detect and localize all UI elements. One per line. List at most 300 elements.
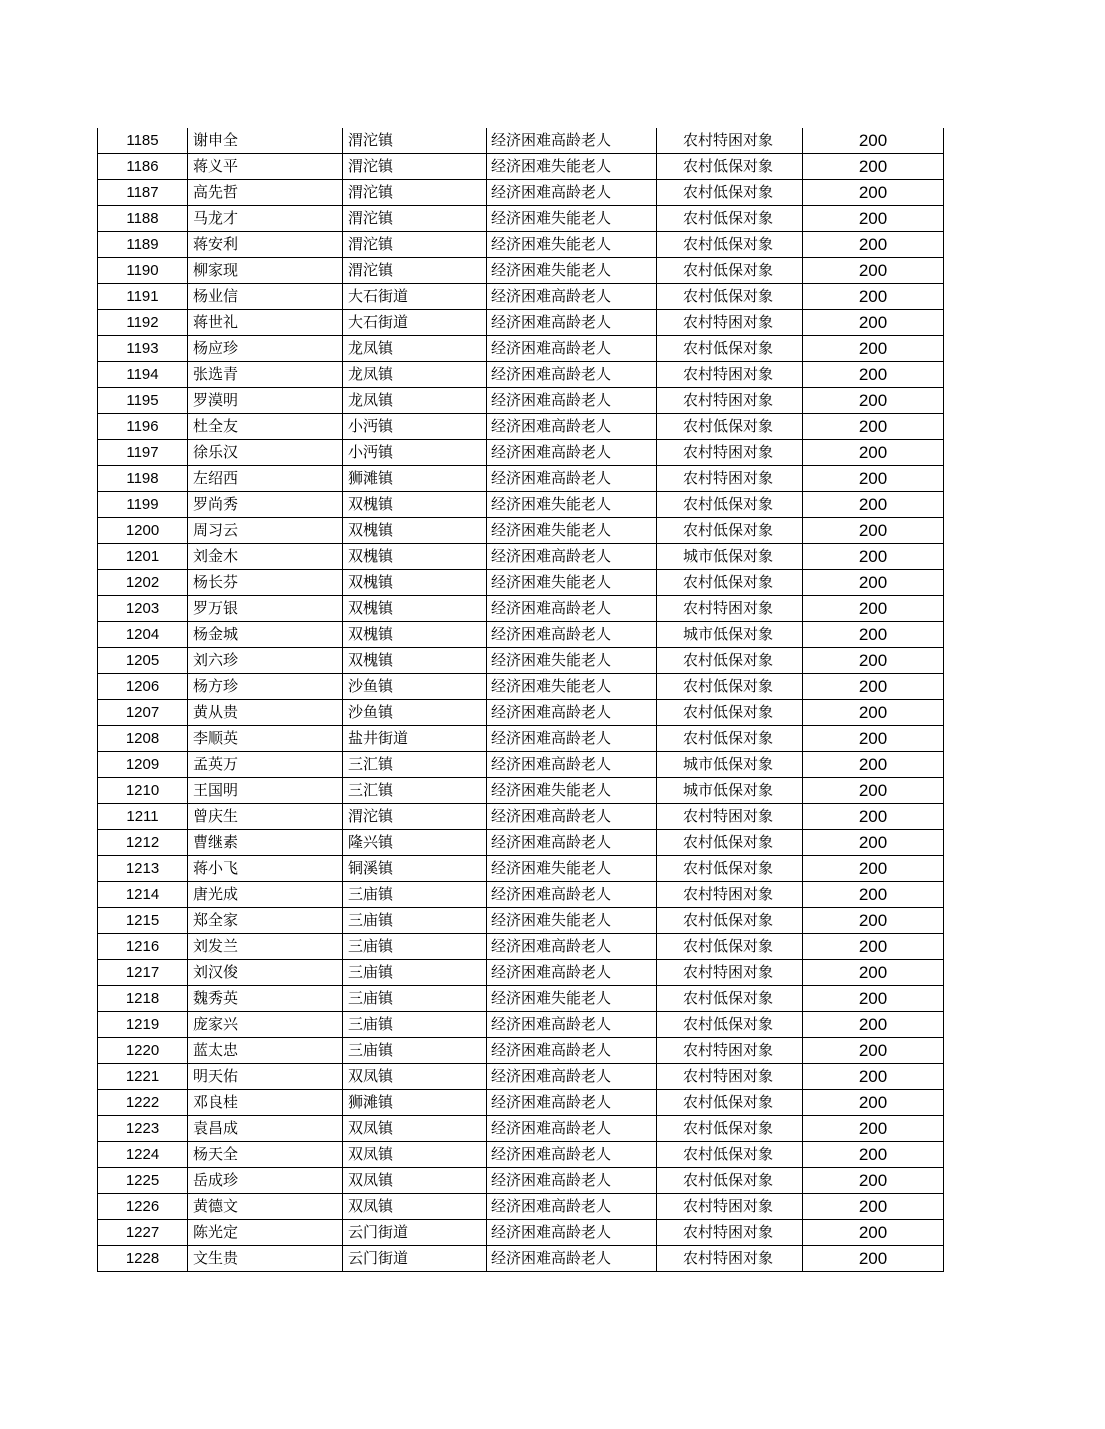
row-number-cell: 1208 xyxy=(98,726,188,752)
table-row xyxy=(98,648,944,674)
table-row xyxy=(98,1246,944,1272)
row-number-cell: 1215 xyxy=(98,908,188,934)
town-cell: 双槐镇 xyxy=(343,492,487,518)
name-cell: 柳家现 xyxy=(188,258,343,284)
amount-cell: 200 xyxy=(803,856,944,882)
elder-type-cell: 经济困难失能老人 xyxy=(487,908,657,934)
elder-type-cell: 经济困难高龄老人 xyxy=(487,622,657,648)
elder-type-cell: 经济困难高龄老人 xyxy=(487,284,657,310)
town-cell: 双槐镇 xyxy=(343,518,487,544)
row-number-cell: 1222 xyxy=(98,1090,188,1116)
row-number-cell: 1211 xyxy=(98,804,188,830)
assistance-category-cell: 城市低保对象 xyxy=(657,778,803,804)
row-number-cell: 1219 xyxy=(98,1012,188,1038)
name-cell: 蒋安利 xyxy=(188,232,343,258)
name-cell: 刘金木 xyxy=(188,544,343,570)
elder-type-cell: 经济困难高龄老人 xyxy=(487,544,657,570)
assistance-category-cell: 农村低保对象 xyxy=(657,830,803,856)
town-cell: 双凤镇 xyxy=(343,1116,487,1142)
town-cell: 渭沱镇 xyxy=(343,154,487,180)
amount-cell: 200 xyxy=(803,934,944,960)
assistance-category-cell: 农村低保对象 xyxy=(657,908,803,934)
assistance-category-cell: 农村低保对象 xyxy=(657,856,803,882)
amount-cell: 200 xyxy=(803,882,944,908)
row-number-cell: 1228 xyxy=(98,1246,188,1272)
elder-type-cell: 经济困难高龄老人 xyxy=(487,882,657,908)
amount-cell: 200 xyxy=(803,128,944,154)
assistance-category-cell: 农村特困对象 xyxy=(657,960,803,986)
row-number-cell: 1227 xyxy=(98,1220,188,1246)
assistance-category-cell: 农村特困对象 xyxy=(657,804,803,830)
table-row xyxy=(98,440,944,466)
elder-type-cell: 经济困难高龄老人 xyxy=(487,934,657,960)
row-number-cell: 1212 xyxy=(98,830,188,856)
elder-type-cell: 经济困难高龄老人 xyxy=(487,336,657,362)
assistance-category-cell: 农村低保对象 xyxy=(657,1116,803,1142)
name-cell: 周习云 xyxy=(188,518,343,544)
table-row xyxy=(98,232,944,258)
name-cell: 刘发兰 xyxy=(188,934,343,960)
town-cell: 双槐镇 xyxy=(343,544,487,570)
town-cell: 沙鱼镇 xyxy=(343,674,487,700)
town-cell: 双槐镇 xyxy=(343,596,487,622)
row-number-cell: 1191 xyxy=(98,284,188,310)
table-row xyxy=(98,206,944,232)
town-cell: 三庙镇 xyxy=(343,1038,487,1064)
name-cell: 张选青 xyxy=(188,362,343,388)
table-row xyxy=(98,934,944,960)
name-cell: 杨应珍 xyxy=(188,336,343,362)
name-cell: 杨天全 xyxy=(188,1142,343,1168)
town-cell: 云门街道 xyxy=(343,1246,487,1272)
name-cell: 马龙才 xyxy=(188,206,343,232)
row-number-cell: 1214 xyxy=(98,882,188,908)
amount-cell: 200 xyxy=(803,752,944,778)
elder-type-cell: 经济困难高龄老人 xyxy=(487,830,657,856)
assistance-category-cell: 农村低保对象 xyxy=(657,1090,803,1116)
name-cell: 罗万银 xyxy=(188,596,343,622)
elder-type-cell: 经济困难高龄老人 xyxy=(487,726,657,752)
row-number-cell: 1202 xyxy=(98,570,188,596)
amount-cell: 200 xyxy=(803,414,944,440)
row-number-cell: 1221 xyxy=(98,1064,188,1090)
name-cell: 岳成珍 xyxy=(188,1168,343,1194)
town-cell: 双槐镇 xyxy=(343,622,487,648)
table-row xyxy=(98,1064,944,1090)
table-row xyxy=(98,128,944,154)
row-number-cell: 1206 xyxy=(98,674,188,700)
table-row xyxy=(98,1116,944,1142)
table-row xyxy=(98,258,944,284)
table-row xyxy=(98,336,944,362)
assistance-category-cell: 农村低保对象 xyxy=(657,986,803,1012)
elder-type-cell: 经济困难失能老人 xyxy=(487,492,657,518)
amount-cell: 200 xyxy=(803,492,944,518)
amount-cell: 200 xyxy=(803,986,944,1012)
assistance-category-cell: 农村特困对象 xyxy=(657,466,803,492)
elder-type-cell: 经济困难失能老人 xyxy=(487,674,657,700)
row-number-cell: 1209 xyxy=(98,752,188,778)
row-number-cell: 1198 xyxy=(98,466,188,492)
row-number-cell: 1188 xyxy=(98,206,188,232)
row-number-cell: 1197 xyxy=(98,440,188,466)
town-cell: 双凤镇 xyxy=(343,1168,487,1194)
assistance-category-cell: 农村特困对象 xyxy=(657,440,803,466)
row-number-cell: 1195 xyxy=(98,388,188,414)
town-cell: 三庙镇 xyxy=(343,934,487,960)
name-cell: 杨长芬 xyxy=(188,570,343,596)
amount-cell: 200 xyxy=(803,1194,944,1220)
assistance-category-cell: 农村低保对象 xyxy=(657,154,803,180)
name-cell: 左绍西 xyxy=(188,466,343,492)
elder-type-cell: 经济困难高龄老人 xyxy=(487,414,657,440)
town-cell: 双槐镇 xyxy=(343,648,487,674)
row-number-cell: 1226 xyxy=(98,1194,188,1220)
row-number-cell: 1204 xyxy=(98,622,188,648)
row-number-cell: 1193 xyxy=(98,336,188,362)
elder-type-cell: 经济困难高龄老人 xyxy=(487,1246,657,1272)
assistance-category-cell: 农村低保对象 xyxy=(657,492,803,518)
row-number-cell: 1196 xyxy=(98,414,188,440)
name-cell: 刘六珍 xyxy=(188,648,343,674)
town-cell: 三庙镇 xyxy=(343,960,487,986)
table-row xyxy=(98,154,944,180)
table-row xyxy=(98,1194,944,1220)
name-cell: 杨金城 xyxy=(188,622,343,648)
assistance-category-cell: 农村低保对象 xyxy=(657,1142,803,1168)
town-cell: 双凤镇 xyxy=(343,1142,487,1168)
amount-cell: 200 xyxy=(803,622,944,648)
amount-cell: 200 xyxy=(803,570,944,596)
town-cell: 双槐镇 xyxy=(343,570,487,596)
elder-type-cell: 经济困难失能老人 xyxy=(487,856,657,882)
name-cell: 孟英万 xyxy=(188,752,343,778)
assistance-category-cell: 农村低保对象 xyxy=(657,206,803,232)
assistance-category-cell: 农村低保对象 xyxy=(657,1012,803,1038)
elder-type-cell: 经济困难高龄老人 xyxy=(487,310,657,336)
table-row xyxy=(98,986,944,1012)
elder-type-cell: 经济困难高龄老人 xyxy=(487,1038,657,1064)
elder-type-cell: 经济困难高龄老人 xyxy=(487,960,657,986)
row-number-cell: 1194 xyxy=(98,362,188,388)
assistance-category-cell: 农村特困对象 xyxy=(657,596,803,622)
name-cell: 杨方珍 xyxy=(188,674,343,700)
row-number-cell: 1192 xyxy=(98,310,188,336)
assistance-category-cell: 农村特困对象 xyxy=(657,310,803,336)
table-row xyxy=(98,518,944,544)
amount-cell: 200 xyxy=(803,440,944,466)
name-cell: 邓良桂 xyxy=(188,1090,343,1116)
elder-type-cell: 经济困难高龄老人 xyxy=(487,1220,657,1246)
table-row xyxy=(98,284,944,310)
town-cell: 渭沱镇 xyxy=(343,206,487,232)
assistance-category-cell: 城市低保对象 xyxy=(657,622,803,648)
row-number-cell: 1218 xyxy=(98,986,188,1012)
name-cell: 袁昌成 xyxy=(188,1116,343,1142)
town-cell: 三汇镇 xyxy=(343,752,487,778)
elder-type-cell: 经济困难高龄老人 xyxy=(487,1142,657,1168)
name-cell: 魏秀英 xyxy=(188,986,343,1012)
table-row xyxy=(98,180,944,206)
amount-cell: 200 xyxy=(803,1142,944,1168)
table-row xyxy=(98,804,944,830)
assistance-category-cell: 农村低保对象 xyxy=(657,726,803,752)
assistance-category-cell: 农村低保对象 xyxy=(657,1168,803,1194)
elder-type-cell: 经济困难高龄老人 xyxy=(487,466,657,492)
name-cell: 蒋世礼 xyxy=(188,310,343,336)
name-cell: 徐乐汉 xyxy=(188,440,343,466)
amount-cell: 200 xyxy=(803,960,944,986)
assistance-category-cell: 农村特困对象 xyxy=(657,1246,803,1272)
name-cell: 杨业信 xyxy=(188,284,343,310)
assistance-category-cell: 农村特困对象 xyxy=(657,128,803,154)
row-number-cell: 1199 xyxy=(98,492,188,518)
elder-type-cell: 经济困难高龄老人 xyxy=(487,752,657,778)
assistance-category-cell: 农村低保对象 xyxy=(657,648,803,674)
table-row xyxy=(98,1090,944,1116)
elder-type-cell: 经济困难高龄老人 xyxy=(487,596,657,622)
table-row xyxy=(98,1142,944,1168)
elder-type-cell: 经济困难失能老人 xyxy=(487,648,657,674)
amount-cell: 200 xyxy=(803,674,944,700)
elder-type-cell: 经济困难失能老人 xyxy=(487,232,657,258)
elder-type-cell: 经济困难高龄老人 xyxy=(487,1064,657,1090)
amount-cell: 200 xyxy=(803,1064,944,1090)
row-number-cell: 1201 xyxy=(98,544,188,570)
elder-type-cell: 经济困难高龄老人 xyxy=(487,1194,657,1220)
assistance-category-cell: 农村特困对象 xyxy=(657,1064,803,1090)
assistance-category-cell: 农村低保对象 xyxy=(657,570,803,596)
row-number-cell: 1223 xyxy=(98,1116,188,1142)
amount-cell: 200 xyxy=(803,1090,944,1116)
table-row xyxy=(98,570,944,596)
amount-cell: 200 xyxy=(803,284,944,310)
town-cell: 大石街道 xyxy=(343,310,487,336)
row-number-cell: 1185 xyxy=(98,128,188,154)
table-row xyxy=(98,388,944,414)
assistance-category-cell: 农村特困对象 xyxy=(657,1220,803,1246)
town-cell: 三庙镇 xyxy=(343,1012,487,1038)
table-row xyxy=(98,778,944,804)
assistance-category-cell: 农村低保对象 xyxy=(657,258,803,284)
elder-type-cell: 经济困难失能老人 xyxy=(487,206,657,232)
name-cell: 蒋义平 xyxy=(188,154,343,180)
table-row xyxy=(98,674,944,700)
assistance-category-cell: 农村低保对象 xyxy=(657,700,803,726)
amount-cell: 200 xyxy=(803,1038,944,1064)
town-cell: 三庙镇 xyxy=(343,908,487,934)
town-cell: 渭沱镇 xyxy=(343,128,487,154)
row-number-cell: 1190 xyxy=(98,258,188,284)
town-cell: 渭沱镇 xyxy=(343,232,487,258)
assistance-category-cell: 农村特困对象 xyxy=(657,882,803,908)
table-row xyxy=(98,726,944,752)
town-cell: 三庙镇 xyxy=(343,882,487,908)
town-cell: 铜溪镇 xyxy=(343,856,487,882)
row-number-cell: 1210 xyxy=(98,778,188,804)
name-cell: 罗尚秀 xyxy=(188,492,343,518)
row-number-cell: 1203 xyxy=(98,596,188,622)
town-cell: 狮滩镇 xyxy=(343,1090,487,1116)
amount-cell: 200 xyxy=(803,648,944,674)
assistance-category-cell: 农村低保对象 xyxy=(657,674,803,700)
assistance-category-cell: 城市低保对象 xyxy=(657,752,803,778)
elder-type-cell: 经济困难失能老人 xyxy=(487,258,657,284)
elder-type-cell: 经济困难高龄老人 xyxy=(487,1090,657,1116)
row-number-cell: 1207 xyxy=(98,700,188,726)
row-number-cell: 1200 xyxy=(98,518,188,544)
amount-cell: 200 xyxy=(803,778,944,804)
table-row xyxy=(98,700,944,726)
row-number-cell: 1220 xyxy=(98,1038,188,1064)
table-row xyxy=(98,492,944,518)
town-cell: 沙鱼镇 xyxy=(343,700,487,726)
assistance-category-cell: 农村低保对象 xyxy=(657,284,803,310)
amount-cell: 200 xyxy=(803,466,944,492)
amount-cell: 200 xyxy=(803,700,944,726)
row-number-cell: 1217 xyxy=(98,960,188,986)
table-row xyxy=(98,1220,944,1246)
town-cell: 双凤镇 xyxy=(343,1064,487,1090)
name-cell: 谢申全 xyxy=(188,128,343,154)
amount-cell: 200 xyxy=(803,232,944,258)
town-cell: 龙凤镇 xyxy=(343,362,487,388)
amount-cell: 200 xyxy=(803,596,944,622)
name-cell: 高先哲 xyxy=(188,180,343,206)
assistance-category-cell: 农村特困对象 xyxy=(657,1038,803,1064)
table-row xyxy=(98,414,944,440)
assistance-category-cell: 农村低保对象 xyxy=(657,934,803,960)
town-cell: 双凤镇 xyxy=(343,1194,487,1220)
elder-type-cell: 经济困难失能老人 xyxy=(487,570,657,596)
amount-cell: 200 xyxy=(803,804,944,830)
amount-cell: 200 xyxy=(803,1116,944,1142)
amount-cell: 200 xyxy=(803,518,944,544)
table-body xyxy=(98,128,944,1272)
amount-cell: 200 xyxy=(803,180,944,206)
name-cell: 蓝太忠 xyxy=(188,1038,343,1064)
elder-type-cell: 经济困难失能老人 xyxy=(487,154,657,180)
elder-type-cell: 经济困难高龄老人 xyxy=(487,440,657,466)
table-row xyxy=(98,856,944,882)
amount-cell: 200 xyxy=(803,908,944,934)
elder-type-cell: 经济困难高龄老人 xyxy=(487,804,657,830)
name-cell: 郑全家 xyxy=(188,908,343,934)
name-cell: 蒋小飞 xyxy=(188,856,343,882)
name-cell: 杜全友 xyxy=(188,414,343,440)
assistance-category-cell: 农村低保对象 xyxy=(657,180,803,206)
subsidy-table xyxy=(97,128,944,1272)
amount-cell: 200 xyxy=(803,1246,944,1272)
name-cell: 王国明 xyxy=(188,778,343,804)
row-number-cell: 1189 xyxy=(98,232,188,258)
row-number-cell: 1224 xyxy=(98,1142,188,1168)
elder-type-cell: 经济困难失能老人 xyxy=(487,518,657,544)
name-cell: 李顺英 xyxy=(188,726,343,752)
name-cell: 黄从贵 xyxy=(188,700,343,726)
amount-cell: 200 xyxy=(803,258,944,284)
table-row xyxy=(98,544,944,570)
amount-cell: 200 xyxy=(803,206,944,232)
town-cell: 渭沱镇 xyxy=(343,180,487,206)
assistance-category-cell: 农村低保对象 xyxy=(657,518,803,544)
amount-cell: 200 xyxy=(803,1220,944,1246)
town-cell: 龙凤镇 xyxy=(343,388,487,414)
row-number-cell: 1225 xyxy=(98,1168,188,1194)
assistance-category-cell: 农村特困对象 xyxy=(657,362,803,388)
amount-cell: 200 xyxy=(803,726,944,752)
name-cell: 文生贵 xyxy=(188,1246,343,1272)
row-number-cell: 1216 xyxy=(98,934,188,960)
amount-cell: 200 xyxy=(803,1012,944,1038)
row-number-cell: 1187 xyxy=(98,180,188,206)
town-cell: 盐井街道 xyxy=(343,726,487,752)
table-row xyxy=(98,882,944,908)
assistance-category-cell: 农村低保对象 xyxy=(657,232,803,258)
amount-cell: 200 xyxy=(803,154,944,180)
town-cell: 三庙镇 xyxy=(343,986,487,1012)
elder-type-cell: 经济困难高龄老人 xyxy=(487,362,657,388)
assistance-category-cell: 农村特困对象 xyxy=(657,1194,803,1220)
amount-cell: 200 xyxy=(803,544,944,570)
assistance-category-cell: 农村特困对象 xyxy=(657,388,803,414)
elder-type-cell: 经济困难失能老人 xyxy=(487,778,657,804)
name-cell: 陈光定 xyxy=(188,1220,343,1246)
table-row xyxy=(98,310,944,336)
town-cell: 大石街道 xyxy=(343,284,487,310)
assistance-category-cell: 城市低保对象 xyxy=(657,544,803,570)
town-cell: 小沔镇 xyxy=(343,414,487,440)
table-row xyxy=(98,466,944,492)
elder-type-cell: 经济困难高龄老人 xyxy=(487,128,657,154)
town-cell: 渭沱镇 xyxy=(343,258,487,284)
amount-cell: 200 xyxy=(803,1168,944,1194)
assistance-category-cell: 农村低保对象 xyxy=(657,414,803,440)
amount-cell: 200 xyxy=(803,830,944,856)
table-row xyxy=(98,362,944,388)
town-cell: 渭沱镇 xyxy=(343,804,487,830)
town-cell: 云门街道 xyxy=(343,1220,487,1246)
table-row xyxy=(98,1168,944,1194)
amount-cell: 200 xyxy=(803,310,944,336)
amount-cell: 200 xyxy=(803,362,944,388)
row-number-cell: 1186 xyxy=(98,154,188,180)
name-cell: 曾庆生 xyxy=(188,804,343,830)
name-cell: 曹继素 xyxy=(188,830,343,856)
elder-type-cell: 经济困难高龄老人 xyxy=(487,180,657,206)
table-row xyxy=(98,622,944,648)
amount-cell: 200 xyxy=(803,336,944,362)
elder-type-cell: 经济困难高龄老人 xyxy=(487,388,657,414)
name-cell: 唐光成 xyxy=(188,882,343,908)
elder-type-cell: 经济困难高龄老人 xyxy=(487,1116,657,1142)
town-cell: 三汇镇 xyxy=(343,778,487,804)
assistance-category-cell: 农村低保对象 xyxy=(657,336,803,362)
amount-cell: 200 xyxy=(803,388,944,414)
elder-type-cell: 经济困难高龄老人 xyxy=(487,1012,657,1038)
elder-type-cell: 经济困难高龄老人 xyxy=(487,700,657,726)
table-row xyxy=(98,830,944,856)
table-row xyxy=(98,908,944,934)
table-row xyxy=(98,752,944,778)
table-row xyxy=(98,596,944,622)
table-row xyxy=(98,1012,944,1038)
town-cell: 狮滩镇 xyxy=(343,466,487,492)
table-row xyxy=(98,1038,944,1064)
row-number-cell: 1213 xyxy=(98,856,188,882)
table-row xyxy=(98,960,944,986)
name-cell: 罗漠明 xyxy=(188,388,343,414)
